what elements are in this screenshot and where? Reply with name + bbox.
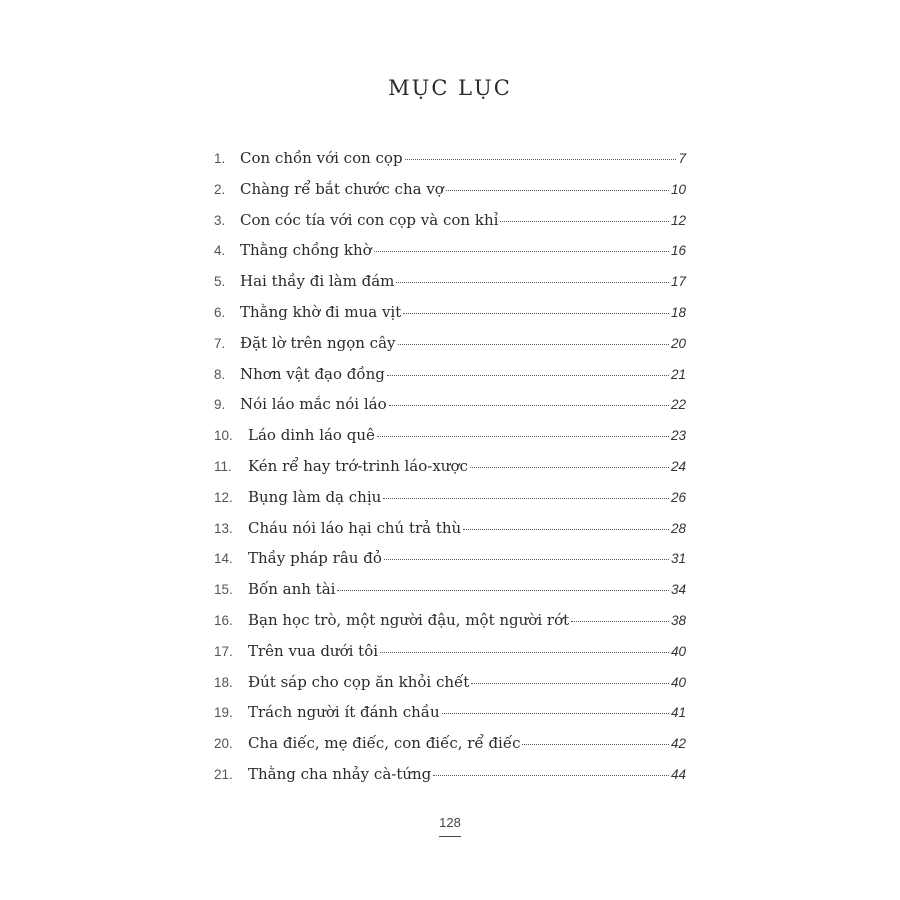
toc-entry-page: 17 — [670, 274, 686, 290]
page-title: MỤC LỤC — [388, 76, 512, 100]
toc-entry — [214, 330, 686, 361]
toc-entry-number: 12. — [214, 489, 233, 505]
toc-dot-leader — [396, 282, 669, 283]
toc-entry — [214, 699, 686, 730]
toc-entry-number: 11. — [214, 458, 232, 474]
toc-entry-page: 28 — [670, 520, 686, 536]
toc-entry-page: 10 — [670, 181, 686, 197]
toc-entry-number: 18. — [214, 674, 233, 690]
toc-entry — [214, 268, 686, 299]
toc-dot-leader — [470, 467, 669, 468]
toc-dot-leader — [500, 221, 669, 222]
toc-entry-page: 41 — [670, 705, 686, 721]
toc-entry — [214, 669, 686, 700]
toc-entry-page: 23 — [670, 428, 686, 444]
toc-entry-title: Kén rể hay trớ-trinh láo-xược — [248, 456, 468, 475]
toc-dot-leader — [337, 590, 669, 591]
toc-entry-title: Chàng rể bắt chước cha vợ — [240, 179, 444, 198]
toc-entry-page: 20 — [670, 335, 686, 351]
toc-entry — [214, 484, 686, 515]
toc-entry-page: 42 — [670, 736, 686, 752]
toc-entry-title: Nói láo mắc nói láo — [240, 395, 387, 414]
toc-entry-title: Bụng làm dạ chịu — [248, 487, 382, 506]
toc-dot-leader — [471, 683, 669, 684]
toc-entry-title: Thằng cha nhảy cà-tứng — [248, 764, 432, 783]
toc-entry-number: 6. — [214, 304, 226, 320]
toc-dot-leader — [433, 775, 669, 776]
toc-entry-page: 7 — [678, 151, 686, 166]
toc-entry — [214, 761, 686, 792]
page-number-underline — [439, 836, 461, 837]
toc-entry-number: 1. — [214, 151, 226, 166]
toc-entry — [214, 361, 686, 392]
toc-entry-number: 4. — [214, 243, 226, 259]
toc-entry-page: 24 — [670, 458, 686, 474]
toc-entry-number: 20. — [214, 736, 233, 752]
toc-dot-leader — [374, 251, 669, 252]
toc-entry-title: Thầy pháp râu đỏ — [248, 549, 382, 568]
toc-dot-leader — [463, 529, 669, 530]
toc-dot-leader — [380, 652, 669, 653]
toc-entry-title: Đặt lờ trên ngọn cây — [240, 333, 396, 352]
toc-entry-title: Bạn học trò, một người đậu, một người rớt — [248, 610, 570, 629]
toc-entry-page: 26 — [670, 489, 686, 505]
toc-entry-number: 13. — [214, 520, 233, 536]
toc-dot-leader — [383, 498, 669, 499]
toc-entry-number: 21. — [214, 766, 233, 782]
toc-dot-leader — [377, 436, 669, 437]
toc-entry-title: Thằng chồng khờ — [240, 241, 372, 260]
toc-entry-page: 44 — [670, 766, 686, 782]
toc-entry — [214, 299, 686, 330]
toc-entry — [214, 515, 686, 546]
toc-dot-leader — [403, 313, 669, 314]
toc-entry-number: 9. — [214, 397, 226, 413]
toc-entry-title: Trên vua dưới tôi — [248, 641, 379, 660]
toc-entry-page: 34 — [670, 582, 686, 598]
toc-entry — [214, 638, 686, 669]
toc-entry-page: 12 — [670, 212, 686, 228]
toc-dot-leader — [384, 559, 669, 560]
toc-entry — [214, 730, 686, 761]
toc-entry-title: Trách người ít đánh chầu — [248, 703, 440, 722]
toc-entry-number: 3. — [214, 212, 226, 228]
toc-entry-title: Cháu nói láo hại chú trả thù — [248, 518, 462, 537]
toc-entry-title: Con cóc tía với con cọp và con khỉ — [240, 210, 499, 229]
toc-entry — [214, 576, 686, 607]
toc-entry-number: 2. — [214, 181, 226, 197]
toc-entry-number: 15. — [214, 582, 233, 598]
toc-entry-title: Cha điếc, mẹ điếc, con điếc, rể điếc — [248, 734, 521, 753]
toc-entry — [214, 237, 686, 268]
toc-entry-page: 40 — [670, 643, 686, 659]
toc-entry-title: Bốn anh tài — [248, 580, 336, 599]
toc-dot-leader — [522, 744, 669, 745]
toc-entry-page: 16 — [670, 243, 686, 259]
toc-entry-page: 21 — [670, 366, 686, 382]
table-of-contents — [214, 145, 686, 792]
toc-entry-title: Nhơn vật đạo đồng — [240, 364, 385, 383]
toc-entry-number: 8. — [214, 366, 226, 382]
toc-entry-number: 17. — [214, 643, 233, 659]
toc-entry — [214, 422, 686, 453]
toc-entry — [214, 176, 686, 207]
toc-entry-title: Thằng khờ đi mua vịt — [240, 302, 402, 321]
toc-entry-title: Hai thầy đi làm đám — [240, 272, 395, 291]
page-number: 128 — [439, 815, 461, 830]
toc-dot-leader — [571, 621, 669, 622]
toc-entry-title: Láo dinh láo quê — [248, 426, 375, 445]
toc-entry-number: 5. — [214, 274, 226, 290]
toc-entry — [214, 453, 686, 484]
toc-entry-number: 10. — [214, 428, 233, 444]
toc-entry-number: 14. — [214, 551, 233, 567]
toc-entry-page: 38 — [670, 612, 686, 628]
toc-entry — [214, 207, 686, 238]
toc-entry-number: 16. — [214, 612, 233, 628]
toc-entry-title: Con chồn với con cọp — [240, 149, 403, 167]
toc-dot-leader — [442, 713, 669, 714]
toc-entry-page: 40 — [670, 674, 686, 690]
toc-dot-leader — [405, 159, 677, 160]
toc-dot-leader — [446, 190, 669, 191]
toc-entry — [214, 145, 686, 176]
toc-entry-title: Đút sáp cho cọp ăn khỏi chết — [248, 672, 470, 691]
toc-entry — [214, 391, 686, 422]
toc-entry-number: 19. — [214, 705, 233, 721]
toc-dot-leader — [389, 405, 669, 406]
toc-entry-number: 7. — [214, 335, 226, 351]
toc-entry — [214, 545, 686, 576]
toc-entry-page: 31 — [670, 551, 686, 567]
toc-dot-leader — [398, 344, 669, 345]
toc-entry-page: 18 — [670, 304, 686, 320]
toc-dot-leader — [387, 375, 669, 376]
toc-entry — [214, 607, 686, 638]
toc-entry-page: 22 — [670, 397, 686, 413]
